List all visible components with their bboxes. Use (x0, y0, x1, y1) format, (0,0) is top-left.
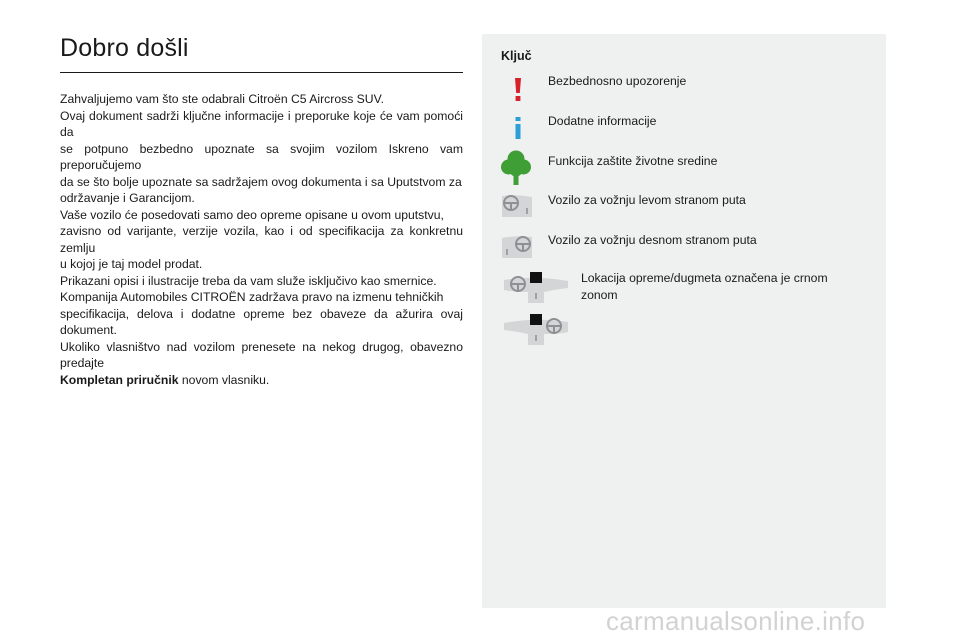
intro-line: Prikazani opisi i ilustracije treba da vam služe isključivo kao smernice. (60, 273, 437, 288)
intro-line: specifikacija, delova i dodatne opreme bez obaveze da ažurira ovaj dokument. (60, 306, 463, 337)
intro-line-end: novom vlasniku. (178, 372, 270, 387)
intro-line: Kompanija Automobiles CITROËN zadržava pravo na izmenu tehničkih (60, 290, 444, 304)
info-icon (511, 117, 525, 139)
intro-line: se potpuno bezbedno upoznate sa svojim vozilom Iskreno vam preporučujemo (60, 141, 463, 172)
intro-line: Zahvaljujemo vam što ste odabrali Citroën C5 Aircross SUV. (60, 92, 385, 106)
intro-line: održavanje i Garancijom. (60, 191, 195, 205)
lhd-location-icon (502, 270, 570, 304)
key-title: Ključ (501, 49, 532, 63)
key-item-label: Vozilo za vožnju desnom stranom puta (548, 233, 757, 247)
exclamation-icon (511, 78, 525, 102)
rhd-dashboard-icon (500, 233, 534, 259)
intro-line: Vaše vozilo će posedovati samo deo opreme opisane u ovom uputstvu, (60, 207, 444, 222)
key-item-label: Funkcija zaštite životne sredine (548, 154, 718, 168)
intro-paragraph (60, 91, 463, 388)
intro-line: da se što bolje upoznate sa sadržajem ovog dokumenta i sa Uputstvom za (60, 174, 462, 189)
key-item-label: Bezbednosno upozorenje (548, 74, 687, 88)
key-item-label: Vozilo za vožnju levom stranom puta (548, 193, 746, 207)
title-divider (60, 72, 463, 73)
manual-name: Kompletan priručnik (60, 372, 179, 387)
lhd-dashboard-icon (500, 192, 534, 218)
intro-line: Ovaj dokument sadrži ključne informacije i preporuke koje će vam pomoći da (60, 108, 463, 139)
tree-icon (501, 150, 531, 186)
intro-line: zavisno od varijante, verzije vozila, kao i od specifikacija za konkretnu zemlju (60, 224, 463, 255)
watermark: carmanualsonline.info (606, 606, 866, 636)
rhd-location-icon (502, 312, 570, 346)
intro-line: u kojoj je taj model prodat. (60, 257, 203, 271)
key-item-label: Dodatne informacije (548, 114, 657, 128)
intro-line-last (60, 372, 463, 389)
page-title: Dobro došli (60, 34, 189, 62)
intro-line: Ukoliko vlasništvo nad vozilom prenesete na nekog drugog, obavezno predajte (60, 339, 463, 370)
key-panel (482, 34, 886, 608)
key-item-label: Lokacija opreme/dugmeta označena je crnom (581, 271, 828, 285)
intro-column (60, 34, 463, 388)
key-item-label-continued: zonom (581, 288, 618, 302)
